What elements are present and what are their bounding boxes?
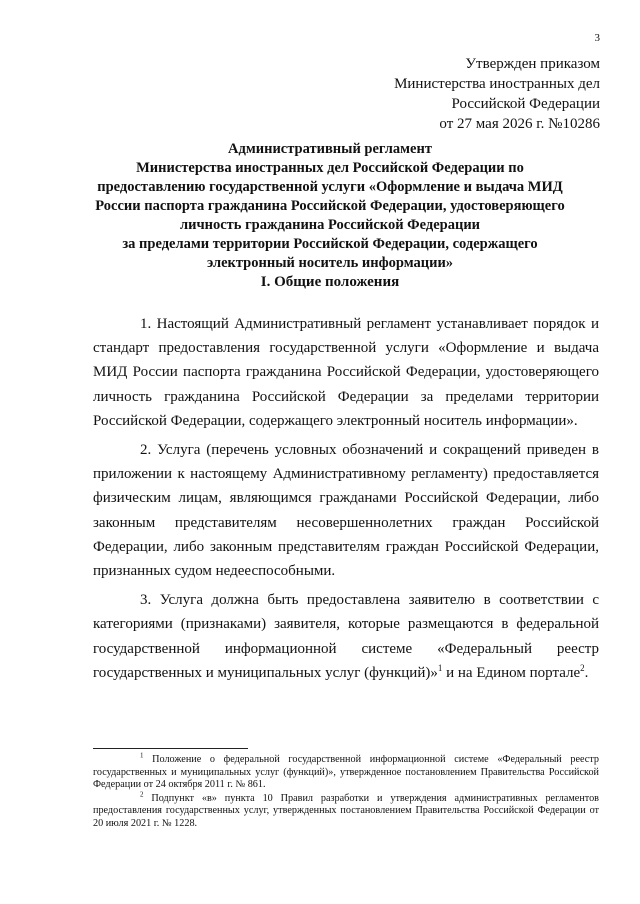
title-line: предоставлению государственной услуги «Оформление и выдача МИД <box>97 179 563 195</box>
footnote-mark: 1 <box>140 751 144 760</box>
footnote-divider <box>93 748 248 749</box>
approval-stamp <box>394 54 600 134</box>
paragraph-2: 2. Услуга (перечень условных обозначений и сокращений приведен в приложении к настоящему Административному регламенту) предоставляется физическим лицам, являющимся гражданами Российской Федерации, либо законным представителям несовершеннолетних граждан Российской Федерации, либо законным представителям граждан Российской Федерации, признанных судом недееспособными. <box>93 442 599 580</box>
title-line: личность гражданина Российской Федерации <box>179 217 481 233</box>
title-line: электронный носитель информации» <box>206 255 454 271</box>
title-line: за пределами территории Российской Федерации, содержащего <box>122 236 538 252</box>
footnote-ref-1[interactable]: 1 <box>437 662 443 673</box>
paragraph-3 <box>93 588 599 685</box>
footnote-text: Положение о федеральной государственной информационной системе «Федеральный реестр государственных и муниципальных услуг (функций)», утвержденное постановлением Правительства Российской Федерации от 24 октября 2011 г. № 861. <box>93 754 599 791</box>
footnote-1 <box>93 751 599 792</box>
body-text <box>93 312 599 690</box>
approval-line: Российской Федерации <box>451 96 600 112</box>
title-line: России паспорта гражданина Российской Федерации, удостоверяющего <box>95 198 565 214</box>
title-line: Административный регламент <box>228 141 432 157</box>
footnote-mark: 2 <box>140 790 144 799</box>
footnote-2 <box>93 790 599 831</box>
title-line: Министерства иностранных дел Российской Федерации по <box>136 160 524 176</box>
footnotes <box>93 751 599 832</box>
paragraph-3-text: 3. Услуга должна быть предоставлена заявителю в соответствии с категориями (признаками) заявителя, которые размещаются в федеральной государственной информационной системе «Федеральный реестр государственных и муниципальных услуг (функций)» <box>93 592 599 681</box>
paragraph-3-text: и на Едином портале <box>442 664 581 681</box>
section-heading: I. Общие положения <box>260 274 400 290</box>
footnote-ref-2[interactable]: 2 <box>580 662 585 673</box>
approval-line: Министерства иностранных дел <box>394 76 600 92</box>
approval-line: от 27 мая 2026 г. №10286 <box>439 116 600 132</box>
page-number: 3 <box>594 32 600 44</box>
document-title <box>60 140 600 273</box>
approval-line: Утвержден приказом <box>465 56 600 72</box>
paragraph-1: 1. Настоящий Административный регламент устанавливает порядок и стандарт предоставления государственной услуги «Оформление и выдача МИД России паспорта гражданина Российской Федерации, удостоверяющего личность гражданина Российской Федерации за пределами территории Российской Федерации, содержащего электронный носитель информации». <box>93 316 599 429</box>
paragraph-3-text: . <box>584 664 589 681</box>
footnote-text: Подпункт «в» пункта 10 Правил разработки и утверждения административных регламентов предоставления государственных услуг, утвержденных постановлением Правительства Российской Федерации от 20 июля 2021 г. № 1228. <box>93 792 599 829</box>
